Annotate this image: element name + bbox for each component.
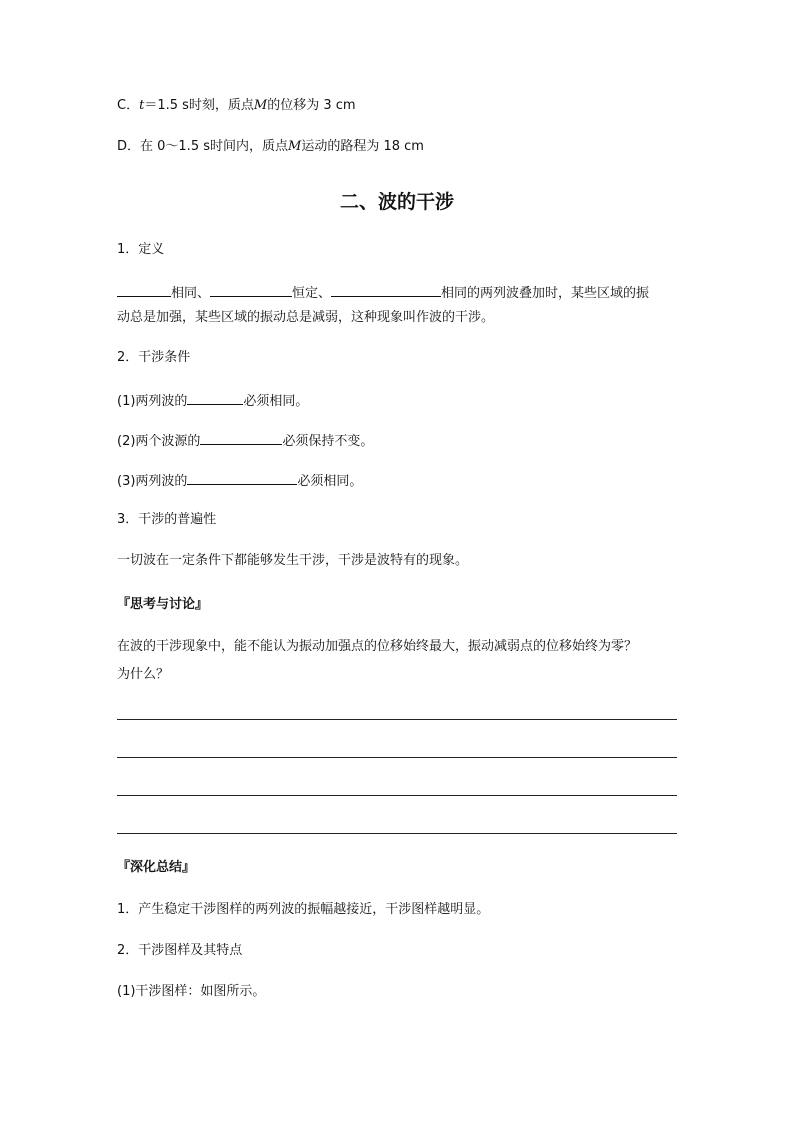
definition-text-c: 相同的两列波叠加时，某些区域的振	[441, 286, 650, 301]
answer-line-1[interactable]	[117, 719, 677, 720]
option-d-prefix: D．在 0～1.5 s时间内，质点	[117, 139, 288, 154]
condition-3-text-a: (3)两列波的	[117, 474, 188, 489]
condition-3-text-b: 必须相同。	[297, 474, 363, 489]
summary-heading: 『深化总结』	[117, 860, 196, 875]
discussion-heading: 『思考与讨论』	[117, 597, 209, 612]
condition-1-text-b: 必须相同。	[243, 394, 309, 409]
discussion-question-line-1: 在波的干涉现象中，能不能认为振动加强点的位移始终最大，振动减弱点的位移始终为零？	[117, 639, 638, 654]
blank-2[interactable]	[210, 282, 292, 297]
blank-6[interactable]	[187, 470, 297, 485]
definition-line-2: 动总是加强，某些区域的振动总是减弱，这种现象叫作波的干涉。	[117, 310, 495, 325]
blank-3[interactable]	[331, 282, 441, 297]
discussion-question-line-2: 为什么？	[117, 667, 170, 682]
option-d	[117, 138, 424, 156]
answer-line-3[interactable]	[117, 795, 677, 796]
option-d-suffix: 运动的路程为 18 cm	[301, 139, 424, 154]
condition-1-text-a: (1)两列波的	[117, 394, 188, 409]
summary-point-2: 2．干涉图样及其特点	[117, 943, 243, 958]
universality-text: 一切波在一定条件下都能够发生干涉，干涉是波特有的现象。	[117, 553, 469, 568]
blank-5[interactable]	[200, 430, 282, 445]
option-c-mid: ＝1.5 s时刻，质点	[144, 98, 254, 113]
option-c-prefix: C．	[117, 98, 140, 113]
definition-heading: 1．定义	[117, 242, 165, 257]
option-c-variable-t: t	[139, 98, 145, 113]
condition-1	[117, 390, 308, 411]
section-title: 二、波的干涉	[339, 191, 454, 213]
option-d-variable-m: M	[288, 139, 302, 154]
universality-heading: 3．干涉的普遍性	[117, 512, 217, 527]
blank-4[interactable]	[187, 390, 243, 405]
condition-2-text-a: (2)两个波源的	[117, 434, 201, 449]
answer-line-2[interactable]	[117, 757, 677, 758]
definition-text-a: 相同、	[171, 286, 211, 301]
definition-text-b: 恒定、	[292, 286, 332, 301]
option-c-variable-m: M	[253, 98, 268, 113]
summary-point-2-1: (1)干涉图样：如图所示。	[117, 984, 266, 999]
definition-line-1	[117, 282, 649, 303]
summary-point-1: 1．产生稳定干涉图样的两列波的振幅越接近，干涉图样越明显。	[117, 902, 490, 917]
condition-2-text-b: 必须保持不变。	[282, 434, 374, 449]
condition-3	[117, 470, 362, 491]
option-c-suffix: 的位移为 3 cm	[267, 98, 356, 113]
option-c	[117, 97, 356, 115]
condition-2	[117, 430, 373, 451]
conditions-heading: 2．干涉条件	[117, 350, 191, 365]
answer-line-4[interactable]	[117, 833, 677, 834]
blank-1[interactable]	[117, 282, 171, 297]
